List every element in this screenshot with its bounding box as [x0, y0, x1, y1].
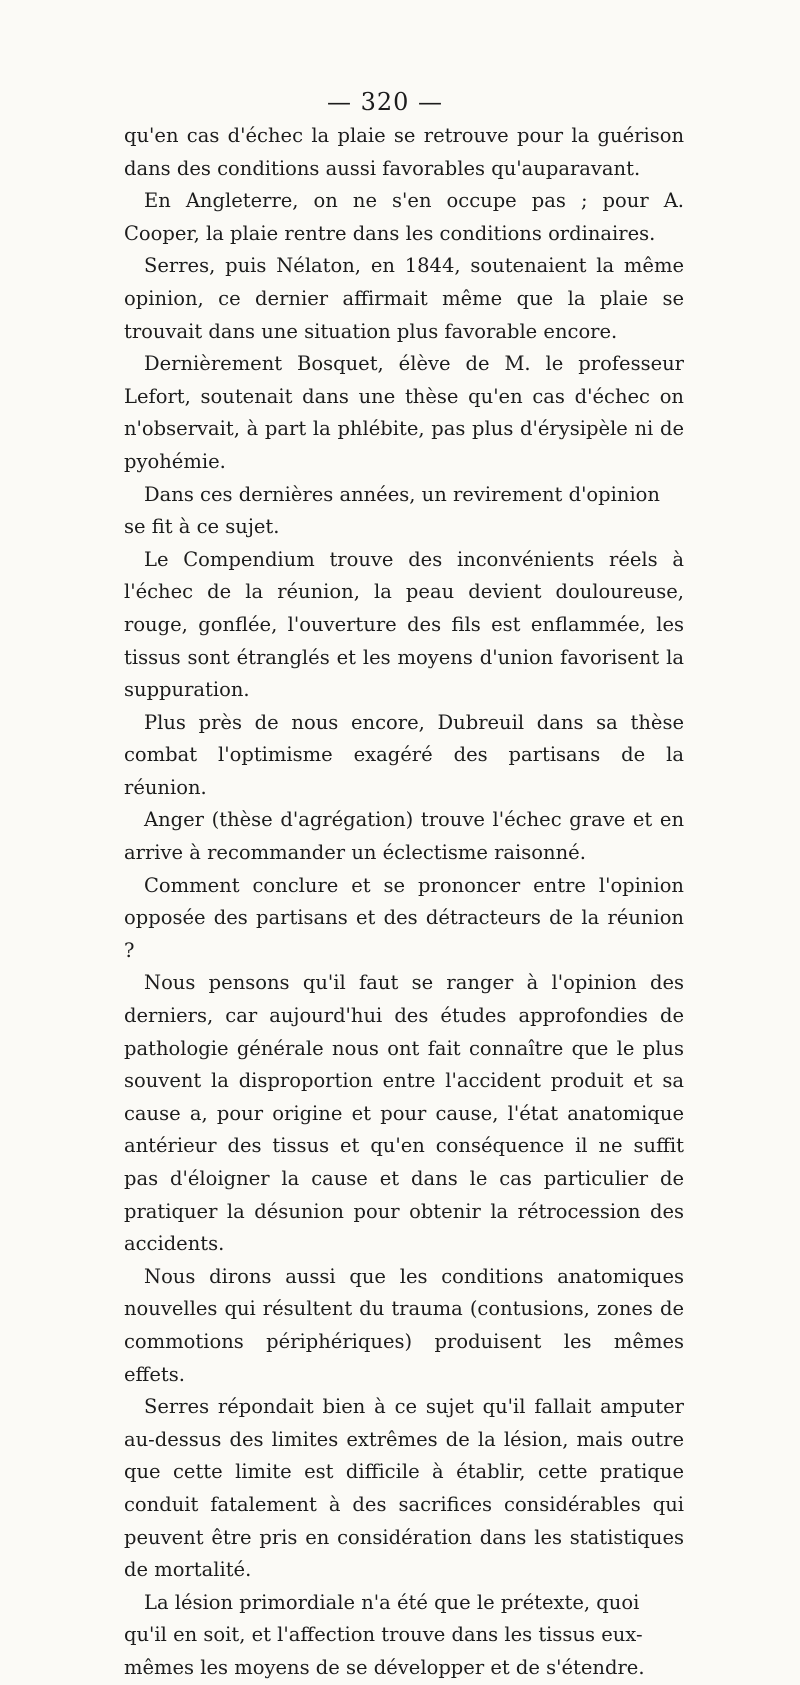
paragraph: Nous dirons aussi que les conditions anatomiques nouvelles qui résultent du trauma (contusions, zones de commotions périphériques) produisent les mêmes effets. [124, 1264, 684, 1386]
paragraph: qu'en cas d'échec la plaie se retrouve pour la guérison dans des conditions aussi favorables qu'auparavant. [124, 124, 684, 180]
paragraph: Dernièrement Bosquet, élève de M. le professeur Lefort, soutenait dans une thèse qu'en cas d'échec on n'observait, à part la phlébite, pas plus d'érysipèle ni de pyohémie. [124, 352, 684, 473]
paragraph: Anger (thèse d'agrégation) trouve l'échec grave et en arrive à recommander un éclectisme raisonné. [124, 808, 684, 865]
paragraph: Comment conclure et se prononcer entre l'opinion opposée des partisans et des détracteurs de la réunion ? [124, 873, 684, 962]
paragraph: En Angleterre, on ne s'en occupe pas ; pour A. Cooper, la plaie rentre dans les conditions ordinaires. [124, 189, 684, 245]
paragraph: La lésion primordiale n'a été que le prétexte, quoi qu'il en soit, et l'affection trouve dans les tissus eux-mêmes les moyens de se développer et de s'étendre. [124, 1590, 645, 1679]
text-body [124, 120, 684, 1685]
paragraph: Dans ces dernières années, un revirement d'opinion se fit à ce sujet. [124, 482, 660, 539]
paragraph: Serres répondait bien à ce sujet qu'il fallait amputer au-dessus des limites extrêmes de la lésion, mais outre que cette limite est difficile à établir, cette pratique conduit fatalement à des sacrifices considérables qui peuvent être pris en considération dans les statistiques de mortalité. [124, 1395, 684, 1582]
page-number: — 320 — [326, 88, 444, 116]
paragraph: Plus près de nous encore, Dubreuil dans sa thèse combat l'optimisme exagéré des partisans de la réunion. [124, 710, 684, 799]
paragraph: Nous pensons qu'il faut se ranger à l'opinion des derniers, car aujourd'hui des études approfondies de pathologie générale nous ont fait connaître que le plus souvent la disproportion entre l'accident produit et sa cause a, pour origine et pour cause, l'état anatomique antérieur des tissus et qu'en conséquence il ne suffit pas d'éloigner la cause et dans le cas particulier de pratiquer la désunion pour obtenir la rétrocession des accidents. [124, 971, 684, 1256]
paragraph: Le Compendium trouve des inconvénients réels à l'échec de la réunion, la peau devient douloureuse, rouge, gonflée, l'ouverture des fils est enflammée, les tissus sont étranglés et les moyens d'union favorisent la suppuration. [124, 547, 684, 702]
paragraph: Serres, puis Nélaton, en 1844, soutenaient la même opinion, ce dernier affirmait même que la plaie se trouvait dans une situation plus favorable encore. [124, 254, 684, 343]
